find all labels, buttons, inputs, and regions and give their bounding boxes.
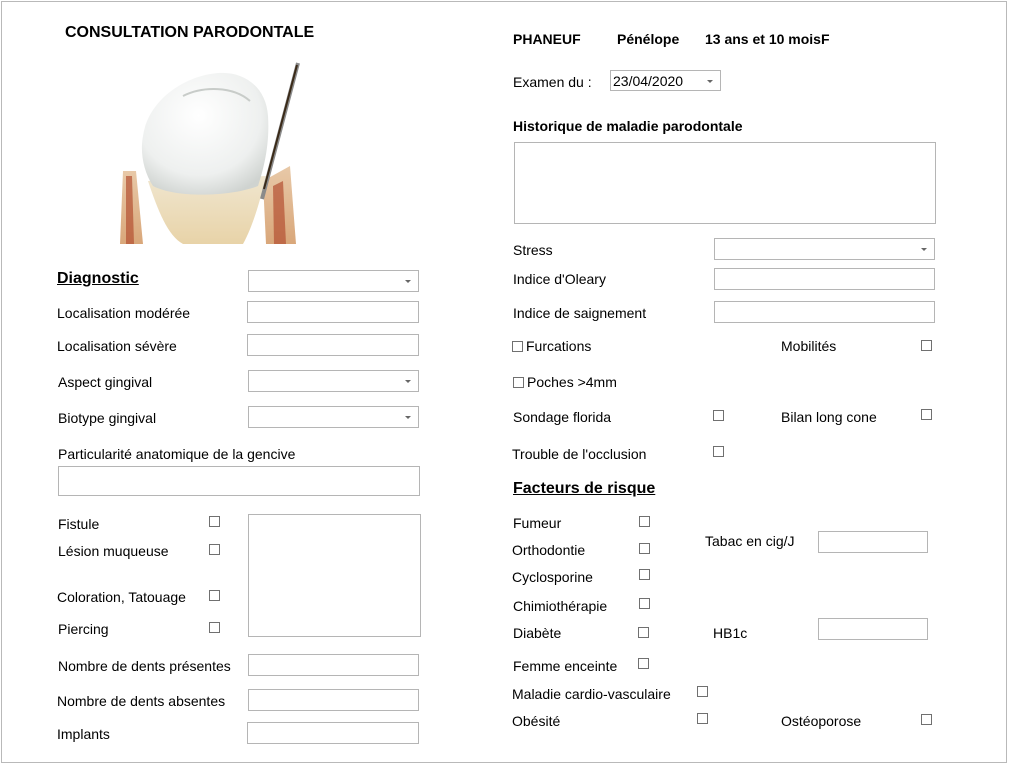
femme-enceinte-checkbox[interactable] <box>638 658 649 669</box>
occlusion-label: Trouble de l'occlusion <box>512 446 647 462</box>
fistule-checkbox[interactable] <box>209 516 220 527</box>
loc-moderee-label: Localisation modérée <box>57 305 191 321</box>
poches-checkbox[interactable] <box>513 377 524 388</box>
diagnostic-heading: Diagnostic <box>57 270 139 287</box>
cyclosporine-checkbox[interactable] <box>639 569 650 580</box>
mobilites-label: Mobilités <box>781 338 837 354</box>
particularite-input[interactable] <box>58 466 420 496</box>
patient-first-name: Pénélope <box>617 31 680 47</box>
poches-label: Poches >4mm <box>527 374 617 390</box>
orthodontie-checkbox[interactable] <box>639 543 650 554</box>
poches-row <box>513 374 617 390</box>
furcations-row <box>512 338 591 354</box>
loc-moderee-input[interactable] <box>247 301 419 323</box>
osteoporose-label: Ostéoporose <box>781 713 862 729</box>
loc-severe-label: Localisation sévère <box>57 338 177 354</box>
obesite-checkbox[interactable] <box>697 713 708 724</box>
piercing-checkbox[interactable] <box>209 622 220 633</box>
cyclosporine-label: Cyclosporine <box>512 569 593 585</box>
oleary-input[interactable] <box>714 268 935 290</box>
exam-date-value: 23/04/2020 <box>613 73 684 89</box>
loc-severe-input[interactable] <box>247 334 419 356</box>
stress-select[interactable] <box>714 238 935 260</box>
femme-enceinte-label: Femme enceinte <box>513 658 618 674</box>
tooth-probe-illustration <box>68 61 302 244</box>
patient-age: 13 ans et 10 moisF <box>705 31 830 47</box>
occlusion-checkbox[interactable] <box>713 446 724 457</box>
chimio-label: Chimiothérapie <box>513 598 608 614</box>
chimio-checkbox[interactable] <box>639 598 650 609</box>
tabac-label: Tabac en cig/J <box>705 533 795 549</box>
implants-label: Implants <box>57 726 110 742</box>
oleary-label: Indice d'Oleary <box>513 271 606 287</box>
furcations-checkbox[interactable] <box>512 341 523 352</box>
fumeur-checkbox[interactable] <box>639 516 650 527</box>
piercing-label: Piercing <box>58 621 109 637</box>
stress-label: Stress <box>513 242 553 258</box>
history-label: Historique de maladie parodontale <box>513 118 743 134</box>
lesions-notes-textarea[interactable] <box>248 514 421 637</box>
diagnostic-select[interactable] <box>248 270 419 292</box>
dents-presentes-input[interactable] <box>248 654 419 676</box>
obesite-label: Obésité <box>512 713 561 729</box>
fumeur-label: Fumeur <box>513 515 562 531</box>
hb1c-label: HB1c <box>713 625 748 641</box>
orthodontie-label: Orthodontie <box>512 542 586 558</box>
lesion-label: Lésion muqueuse <box>58 543 169 559</box>
biotype-gingival-label: Biotype gingival <box>58 410 157 426</box>
aspect-gingival-label: Aspect gingival <box>58 374 153 390</box>
sondage-label: Sondage florida <box>513 409 612 425</box>
sondage-checkbox[interactable] <box>713 410 724 421</box>
dents-absentes-input[interactable] <box>248 689 419 711</box>
osteoporose-checkbox[interactable] <box>921 714 932 725</box>
lesion-checkbox[interactable] <box>209 544 220 555</box>
form-title: CONSULTATION PARODONTALE <box>65 24 315 41</box>
furcations-label: Furcations <box>526 338 592 354</box>
diabete-checkbox[interactable] <box>638 627 649 638</box>
saignement-label: Indice de saignement <box>513 305 647 321</box>
biotype-gingival-select[interactable] <box>248 406 419 428</box>
cardio-checkbox[interactable] <box>697 686 708 697</box>
hb1c-input[interactable] <box>818 618 928 640</box>
saignement-input[interactable] <box>714 301 935 323</box>
exam-date-label: Examen du : <box>513 74 592 90</box>
risk-heading: Facteurs de risque <box>513 480 656 497</box>
aspect-gingival-select[interactable] <box>248 370 419 392</box>
history-textarea[interactable] <box>514 142 936 224</box>
tabac-input[interactable] <box>818 531 928 553</box>
implants-input[interactable] <box>247 722 419 744</box>
bilan-checkbox[interactable] <box>921 409 932 420</box>
cardio-label: Maladie cardio-vasculaire <box>512 686 671 702</box>
dents-absentes-label: Nombre de dents absentes <box>57 693 226 709</box>
mobilites-checkbox[interactable] <box>921 340 932 351</box>
fistule-label: Fistule <box>58 516 100 532</box>
bilan-label: Bilan long cone <box>781 409 877 425</box>
patient-last-name: PHANEUF <box>513 31 581 47</box>
diabete-label: Diabète <box>513 625 562 641</box>
particularite-label: Particularité anatomique de la gencive <box>58 446 296 462</box>
dents-presentes-label: Nombre de dents présentes <box>58 658 231 674</box>
exam-date-picker[interactable] <box>610 70 721 91</box>
coloration-checkbox[interactable] <box>209 590 220 601</box>
coloration-label: Coloration, Tatouage <box>57 589 186 605</box>
